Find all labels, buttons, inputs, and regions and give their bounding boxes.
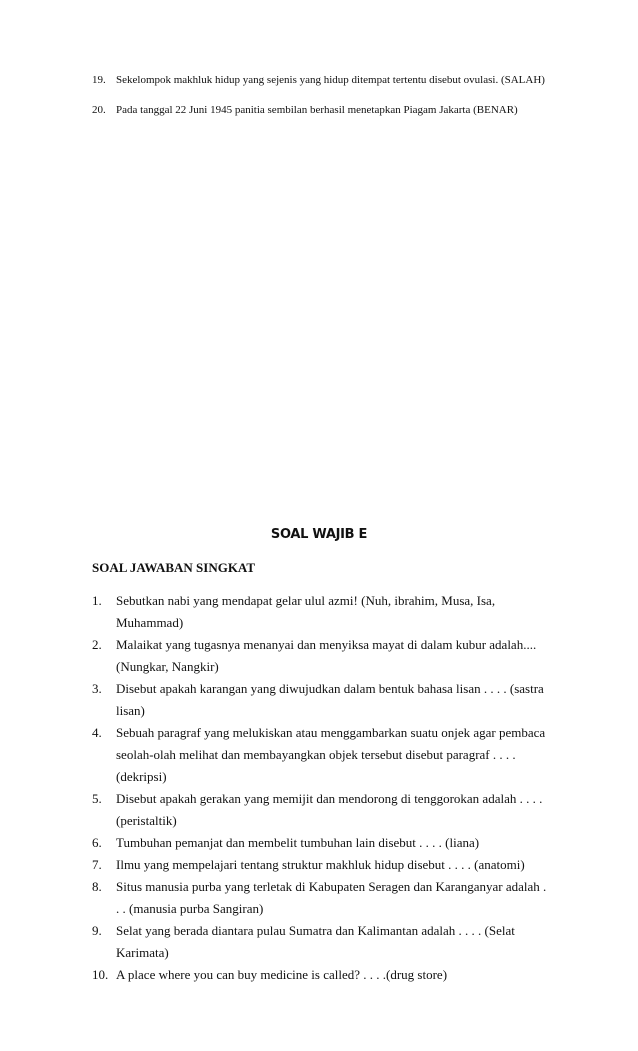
item-number: 10. [92, 967, 109, 982]
list-item [92, 70, 612, 91]
item-text: Sekelompok makhluk hidup yang sejenis yang hidup ditempat tertentu disebut ovulasi. (SALAH) [116, 74, 545, 86]
list-item [92, 832, 552, 854]
list-item [92, 590, 552, 634]
item-text: Sebuah paragraf yang melukiskan atau menggambarkan suatu onjek agar pembaca seolah-olah melihat dan membayangkan objek tersebut disebut paragraf . . . . (dekripsi) [116, 725, 546, 784]
item-number: 7. [92, 857, 102, 872]
section-title: SOAL WAJIB E [270, 527, 368, 542]
item-number: 1. [92, 593, 102, 608]
item-number: 19. [92, 74, 106, 86]
item-text: Ilmu yang mempelajari tentang struktur makhluk hidup disebut . . . . (anatomi) [116, 857, 525, 872]
item-number: 5. [92, 791, 102, 806]
list-item [92, 722, 552, 788]
item-text: Sebutkan nabi yang mendapat gelar ulul azmi! (Nuh, ibrahim, Musa, Isa, Muhammad) [116, 593, 496, 630]
list-item [92, 678, 552, 722]
short-answer-questions [92, 590, 552, 986]
item-number: 2. [92, 637, 102, 652]
list-item [92, 100, 612, 121]
item-text: Malaikat yang tugasnya menanyai dan menyiksa mayat di dalam kubur adalah.... (Nungkar, Nangkir) [116, 637, 537, 674]
item-number: 20. [92, 104, 106, 116]
item-text: A place where you can buy medicine is called? . . . .(drug store) [116, 967, 448, 982]
item-text: Selat yang berada diantara pulau Sumatra dan Kalimantan adalah . . . . (Selat Karimata) [116, 923, 515, 960]
item-number: 3. [92, 681, 102, 696]
list-item [92, 964, 552, 986]
item-text: Situs manusia purba yang terletak di Kabupaten Seragen dan Karanganyar adalah . . . (manusia purba Sangiran) [116, 879, 547, 916]
item-text: Disebut apakah karangan yang diwujudkan dalam bentuk bahasa lisan . . . . (sastra lisan) [116, 681, 544, 718]
item-number: 6. [92, 835, 102, 850]
list-item [92, 920, 552, 964]
list-item [92, 876, 552, 920]
list-item [92, 788, 552, 832]
item-text: Pada tanggal 22 Juni 1945 panitia sembilan berhasil menetapkan Piagam Jakarta (BENAR) [116, 104, 518, 116]
item-text: Disebut apakah gerakan yang memijit dan mendorong di tenggorokan adalah . . . . (peristaltik) [116, 791, 543, 828]
item-number: 9. [92, 923, 102, 938]
item-number: 4. [92, 725, 102, 740]
list-item [92, 854, 552, 876]
item-number: 8. [92, 879, 102, 894]
true-false-answers [92, 70, 612, 121]
list-item [92, 634, 552, 678]
subheading: SOAL JAWABAN SINGKAT [92, 560, 256, 575]
item-text: Tumbuhan pemanjat dan membelit tumbuhan lain disebut . . . . (liana) [116, 835, 480, 850]
